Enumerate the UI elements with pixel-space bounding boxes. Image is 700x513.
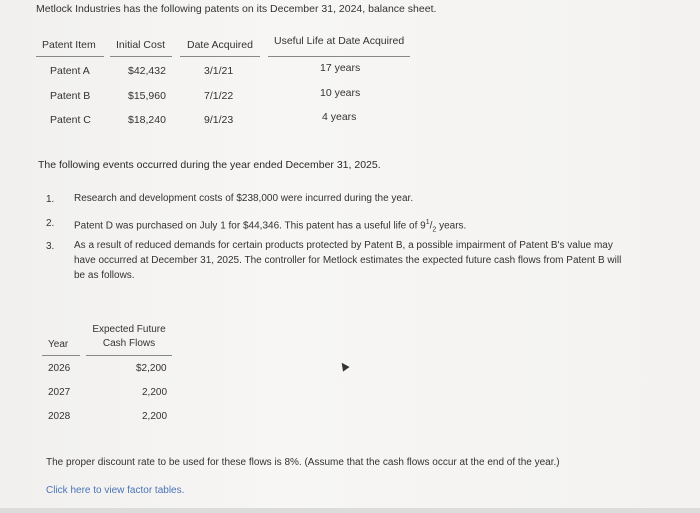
header-underline [36, 56, 104, 57]
cash-flow-amount: 2,200 [142, 411, 168, 422]
factor-tables-link[interactable]: Click here to view factor tables. [46, 485, 185, 496]
cash-flow-amount: $2,200 [136, 363, 167, 374]
cash-flow-year: 2027 [48, 387, 71, 398]
event-number: 3. [46, 241, 55, 252]
header-underline [110, 56, 172, 57]
header-underline [86, 355, 172, 356]
patent-item: Patent A [50, 65, 90, 77]
header-patent-item: Patent Item [42, 39, 96, 51]
mouse-cursor-icon [338, 360, 349, 371]
cash-flow-year: 2026 [48, 363, 71, 374]
patent-life: 10 years [320, 87, 361, 99]
patent-cost: $15,960 [128, 90, 166, 102]
cash-flow-amount: 2,200 [142, 387, 168, 398]
header-date-acquired: Date Acquired [187, 39, 253, 51]
patent-date: 3/1/21 [204, 65, 234, 77]
header-underline [180, 56, 260, 57]
event-text: Research and development costs of $238,000 were incurred during the year. [74, 193, 414, 204]
patent-item: Patent C [50, 114, 91, 126]
discount-note: The proper discount rate to be used for these flows is 8%. (Assume that the cash flows occur at the end of the year.) [46, 457, 560, 468]
patent-cost: $42,432 [128, 65, 166, 77]
header-year: Year [48, 339, 69, 350]
header-initial-cost: Initial Cost [116, 39, 166, 51]
events-intro: The following events occurred during the year ended December 31, 2025. [38, 159, 381, 171]
header-expected-cash-flows: Expected Future Cash Flows [92, 324, 166, 349]
patent-life: 4 years [322, 111, 357, 123]
patent-life: 17 years [320, 62, 361, 74]
header-underline [268, 56, 410, 57]
event-text: Patent D was purchased on July 1 for $44,346. This patent has a useful life of $9^1/_2$ years. [74, 219, 467, 234]
event-text: As a result of reduced demands for certain products protected by Patent B, a possible impairment of Patent B's value may have occurred at December 31, 2025. The controller for Metlock estimates the expected future cash flows from Patent B will be as follows. [74, 240, 622, 281]
patent-date: 7/1/22 [204, 90, 234, 102]
patent-date: 9/1/23 [204, 114, 234, 126]
cash-flow-year: 2028 [48, 411, 71, 422]
header-underline [42, 355, 80, 356]
event-number: 2. [46, 218, 55, 229]
patent-cost: $18,240 [128, 114, 166, 126]
event-number: 1. [46, 194, 55, 205]
intro-text: Metlock Industries has the following patents on its December 31, 2024, balance sheet. [36, 3, 437, 15]
bottom-divider [0, 508, 700, 513]
header-useful-life: Useful Life at Date Acquired [274, 35, 405, 47]
patent-item: Patent B [50, 90, 91, 102]
